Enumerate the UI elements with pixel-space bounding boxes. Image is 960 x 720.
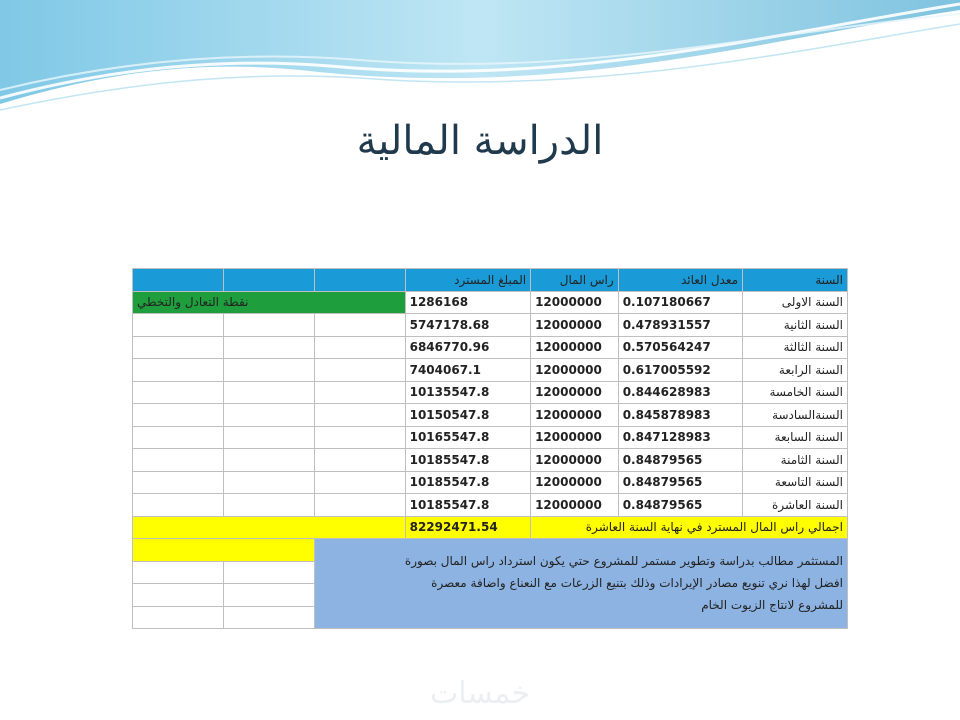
empty-cell [314, 404, 405, 427]
empty-cell [133, 561, 224, 584]
table-row [133, 314, 848, 337]
year-cell: السنة الرابعة [743, 359, 848, 382]
rate-cell: 0.845878983 [618, 404, 742, 427]
empty-cell [133, 314, 224, 337]
recovered-cell: 10150547.8 [405, 404, 530, 427]
note-line: للمشروع لانتاج الزيوت الخام [701, 597, 843, 612]
table-row [133, 359, 848, 382]
capital-cell: 12000000 [531, 471, 619, 494]
header-rate: معدل العائد [618, 269, 742, 292]
empty-cell [314, 494, 405, 517]
capital-cell: 12000000 [531, 426, 619, 449]
recovered-cell: 1286168 [405, 291, 530, 314]
rate-cell: 0.84879565 [618, 494, 742, 517]
table-row [133, 471, 848, 494]
year-cell: السنة الثامنة [743, 449, 848, 472]
year-cell: السنة التاسعة [743, 471, 848, 494]
empty-cell [223, 404, 314, 427]
recovered-cell: 6846770.96 [405, 336, 530, 359]
year-cell: السنةالسادسة [743, 404, 848, 427]
rate-cell: 0.84879565 [618, 471, 742, 494]
empty-cell [133, 449, 224, 472]
page-title: الدراسة المالية [356, 118, 604, 164]
empty-cell [223, 584, 314, 607]
capital-cell: 12000000 [531, 359, 619, 382]
recovered-cell: 5747178.68 [405, 314, 530, 337]
empty-cell [314, 449, 405, 472]
rate-cell: 0.84879565 [618, 449, 742, 472]
header-capital: راس المال [531, 269, 619, 292]
year-cell: السنة العاشرة [743, 494, 848, 517]
empty-cell [223, 336, 314, 359]
empty-cell [133, 471, 224, 494]
empty-cell [133, 426, 224, 449]
header-year: السنة [743, 269, 848, 292]
recovered-cell: 7404067.1 [405, 359, 530, 382]
empty-cell [223, 314, 314, 337]
year-cell: السنة الثالثة [743, 336, 848, 359]
breakeven-label: نقطة التعادل والتخطي [137, 295, 249, 310]
empty-cell [314, 336, 405, 359]
year-cell: السنة الاولى [743, 291, 848, 314]
recovered-cell: 10135547.8 [405, 381, 530, 404]
empty-cell [223, 381, 314, 404]
rate-cell: 0.844628983 [618, 381, 742, 404]
empty-cell [314, 314, 405, 337]
table-row [133, 404, 848, 427]
empty-cell [314, 426, 405, 449]
watermark-logo: خمسات [429, 676, 531, 711]
rate-cell: 0.617005592 [618, 359, 742, 382]
table-row [133, 494, 848, 517]
header-empty [133, 269, 224, 292]
header-empty [314, 269, 405, 292]
empty-cell [223, 426, 314, 449]
table-row [133, 291, 848, 314]
empty-cell [133, 584, 224, 607]
year-cell: السنة الثانية [743, 314, 848, 337]
capital-cell: 12000000 [531, 404, 619, 427]
empty-cell [223, 449, 314, 472]
empty-cell [133, 359, 224, 382]
rate-cell: 0.107180667 [618, 291, 742, 314]
empty-cell [223, 359, 314, 382]
table-row [133, 381, 848, 404]
capital-cell: 12000000 [531, 314, 619, 337]
year-cell: السنة الخامسة [743, 381, 848, 404]
header-empty [223, 269, 314, 292]
financial-table [132, 268, 848, 629]
empty-cell [133, 606, 224, 629]
empty-cell [133, 381, 224, 404]
total-label: اجمالي راس المال المسترد في نهاية السنة العاشرة [531, 516, 848, 539]
empty-cell [314, 381, 405, 404]
recovered-cell: 10165547.8 [405, 426, 530, 449]
empty-cell [223, 471, 314, 494]
table-row [133, 426, 848, 449]
note-line: المستثمر مطالب بدراسة وتطوير مستمر للمشروع حتي يكون استرداد راس المال بصورة [404, 553, 843, 568]
table-row [133, 449, 848, 472]
yellow-filler [133, 539, 315, 562]
recovered-cell: 10185547.8 [405, 494, 530, 517]
decorative-wave-banner [0, 0, 960, 120]
capital-cell: 12000000 [531, 381, 619, 404]
investment-note [314, 539, 847, 629]
note-row [133, 539, 848, 562]
empty-cell [133, 336, 224, 359]
year-cell: السنة السابعة [743, 426, 848, 449]
empty-cell [223, 606, 314, 629]
rate-cell: 0.478931557 [618, 314, 742, 337]
empty-cell [223, 494, 314, 517]
rate-cell: 0.847128983 [618, 426, 742, 449]
empty-cell [133, 494, 224, 517]
capital-cell: 12000000 [531, 336, 619, 359]
total-row [133, 516, 848, 539]
breakeven-cell [133, 291, 406, 314]
capital-cell: 12000000 [531, 291, 619, 314]
recovered-cell: 10185547.8 [405, 449, 530, 472]
capital-cell: 12000000 [531, 449, 619, 472]
rate-cell: 0.570564247 [618, 336, 742, 359]
total-value: 82292471.54 [405, 516, 530, 539]
empty-cell [314, 359, 405, 382]
total-filler [133, 516, 406, 539]
note-line: افضل لهذا نري تنويع مصادر الإيرادات وذلك بتنيع الزرعات مع النعناع واضافة معصرة [431, 575, 843, 590]
empty-cell [314, 471, 405, 494]
capital-cell: 12000000 [531, 494, 619, 517]
table-row [133, 336, 848, 359]
header-row [133, 269, 848, 292]
recovered-cell: 10185547.8 [405, 471, 530, 494]
empty-cell [223, 561, 314, 584]
header-recovered: المبلغ المسترد [405, 269, 530, 292]
empty-cell [133, 404, 224, 427]
